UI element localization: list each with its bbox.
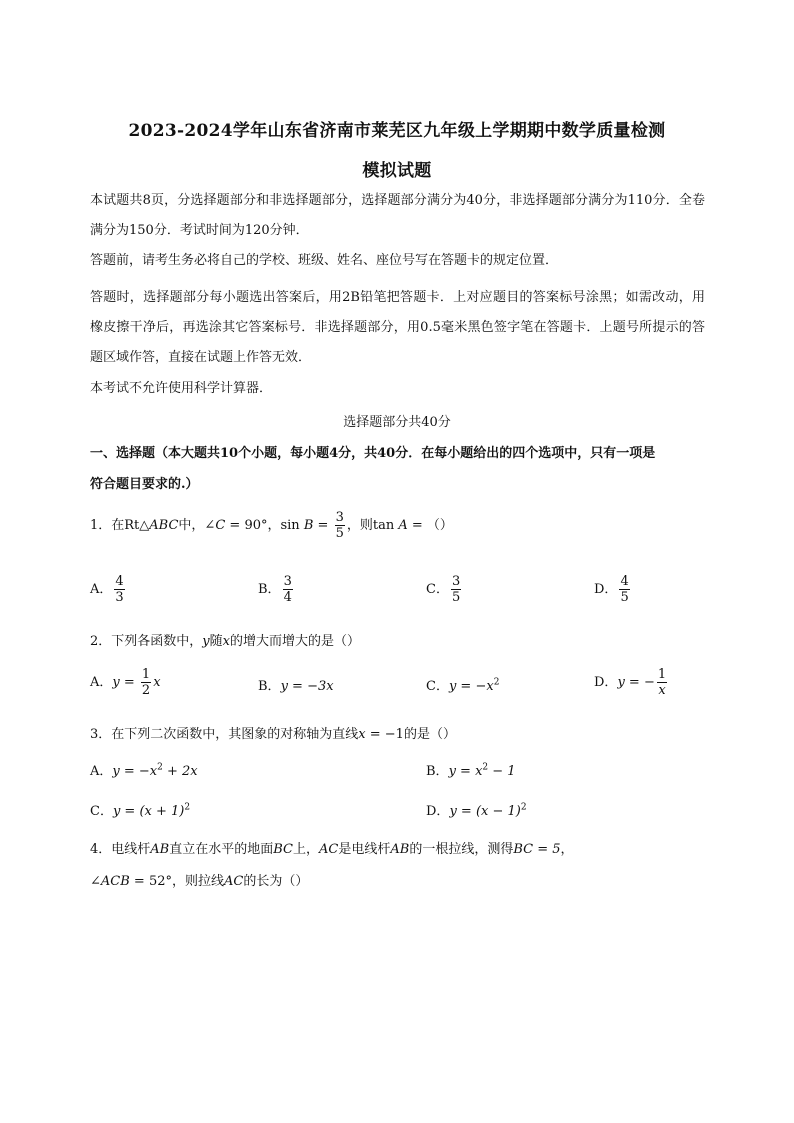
q2-option-d[interactable]: D．y = − $\frac{1}{x}$ xyxy=(594,667,667,698)
question-4-line2: ∠ACB = 52°，则拉线AC的长为（） xyxy=(90,874,309,889)
part1-instruction-line2: 符合题目要求的.） xyxy=(90,477,199,492)
intro-paragraph-1: 本试题共8页，分选择题部分和非选择题部分，选择题部分满分为40分，非选择题部分满分为110分．全卷满分为150分．考试时间为120分钟． xyxy=(90,193,705,238)
q2-option-a[interactable]: A．y = $\frac{1}{2}$ x xyxy=(90,667,161,698)
section-heading: 选择题部分共40分 xyxy=(343,415,451,430)
q3-option-d[interactable]: D．$y = (x - 1)^2$ xyxy=(426,802,527,819)
q3-option-b[interactable]: B．$y = x^2 - 1$ xyxy=(426,762,516,779)
exam-title: 2023-2024学年山东省济南市莱芜区九年级上学期期中数学质量检测 xyxy=(128,121,666,141)
question-1: 1．在Rt△ABC中，∠C = 90°，sin B = $\frac{3}{5}$ ，则tan A = （） xyxy=(90,510,453,541)
q1-fraction: $\frac{3}{5}$ xyxy=(335,510,344,541)
q1-option-d[interactable]: D． $\frac{4}{5}$ xyxy=(594,574,629,605)
q1-option-b[interactable]: B． $\frac{3}{4}$ xyxy=(258,574,292,605)
q3-option-c[interactable]: C．$y = (x + 1)^2$ xyxy=(90,802,191,819)
intro-paragraph-2: 答题前，请考生务必将自己的学校、班级、姓名、座位号写在答题卡的规定位置． xyxy=(90,253,559,268)
part1-instruction-line1: 一、选择题（本大题共10个小题，每小题4分，共40分．在每小题给出的四个选项中，只有一项是 xyxy=(90,446,656,461)
q2-option-c[interactable]: C．$y = -x^2$ xyxy=(426,677,500,694)
question-4-line1: 4．电线杆AB直立在水平的地面BC上，AC是电线杆AB的一根拉线，测得BC = 5， xyxy=(90,842,574,857)
exam-subtitle: 模拟试题 xyxy=(362,161,432,181)
intro-paragraph-3: 答题时，选择题部分每小题选出答案后，用2B铅笔把答题卡．上对应题目的答案标号涂黑；如需改动，用橡皮擦干净后，再选涂其它答案标号．非选择题部分，用0.5毫米黑色签字笔在答题卡．上题号所提示的答题区域作答，直接在试题上作答无效． xyxy=(90,290,705,365)
q1-option-c[interactable]: C． $\frac{3}{5}$ xyxy=(426,574,461,605)
q3-option-a[interactable]: A．$y = -x^2 + 2x$ xyxy=(90,762,198,779)
intro-paragraph-4: 本考试不允许使用科学计算器． xyxy=(90,381,273,396)
q1-option-a[interactable]: A． $\frac{4}{3}$ xyxy=(90,574,124,605)
question-3: 3．在下列二次函数中，其图象的对称轴为直线x = −1的是（） xyxy=(90,727,456,742)
q2-option-b[interactable]: B．y = −3x xyxy=(258,679,334,694)
question-2: 2．下列各函数中，y随x的增大而增大的是（） xyxy=(90,634,361,649)
